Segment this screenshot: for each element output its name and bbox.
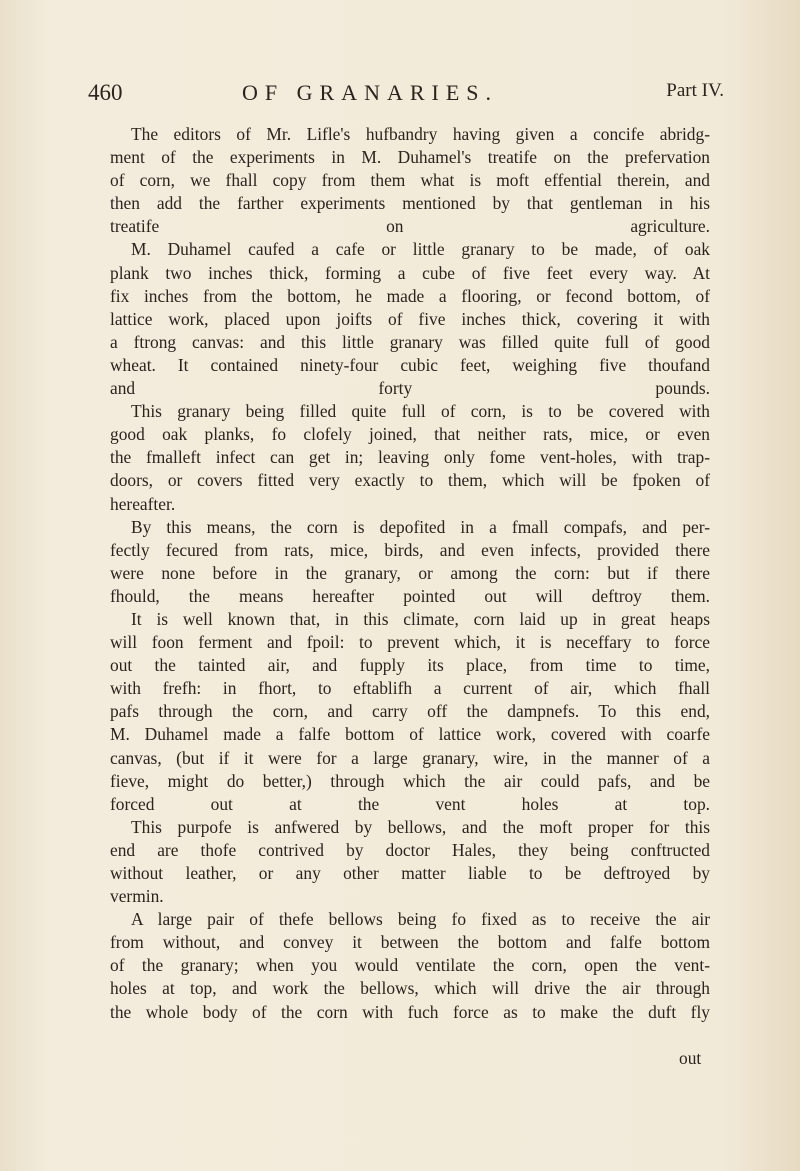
text-line: A large pair of thefe bellows being fo fixed as to receive the air (131, 909, 710, 930)
text-line: were none before in the granary, or among the corn: but if there (110, 562, 710, 583)
text-line: the whole body of the corn with fuch force as to make the duft fly (110, 1001, 710, 1022)
text-line: fhould, the means hereafter pointed out will deftroy them. (110, 585, 710, 606)
text-line: without leather, or any other matter liable to be deftroyed by (110, 863, 710, 883)
text-line: forced out at the vent holes at top. (110, 793, 710, 814)
paragraph (110, 816, 710, 908)
text-line: the fmalleft infect can get in; leaving only fome vent-holes, with trap- (110, 447, 710, 468)
text-line: will foon ferment and fpoil: to prevent which, it is neceffary to force (110, 632, 710, 653)
text-line: M. Duhamel made a falfe bottom of lattice work, covered with coarfe (110, 724, 710, 745)
text-line: treatife on agriculture. (110, 216, 710, 237)
paragraph (110, 400, 710, 515)
text-line: The editors of Mr. Lifle's hufbandry having given a concife abridg- (131, 124, 710, 144)
text-line: By this means, the corn is depofited in a fmall compafs, and per- (131, 516, 710, 537)
part-label: Part IV. (666, 80, 724, 101)
text-line: fix inches from the bottom, he made a flooring, or fecond bottom, of (110, 285, 710, 306)
text-line: It is well known that, in this climate, corn laid up in great heaps (131, 608, 710, 629)
paragraph (110, 908, 710, 1023)
text-line: vermin. (110, 886, 164, 907)
paragraph (110, 516, 710, 608)
text-line: canvas, (but if it were for a large granary, wire, in the manner of a (110, 747, 710, 768)
paragraph (110, 608, 710, 816)
text-line: good oak planks, fo clofely joined, that neither rats, mice, or even (110, 424, 710, 445)
catchword: out (679, 1048, 702, 1068)
text-line: wheat. It contained ninety-four cubic feet, weighing five thoufand (110, 354, 710, 375)
text-line: end are thofe contrived by doctor Hales, they being conftructed (110, 839, 710, 860)
text-line: then add the farther experiments mentioned by that gentleman in his (110, 193, 710, 214)
text-line: This purpofe is anfwered by bellows, and the moft proper for this (131, 816, 710, 837)
text-line: ment of the experiments in M. Duhamel's treatife on the prefervation (110, 147, 710, 168)
text-line: doors, or covers fitted very exactly to them, which will be fpoken of (110, 470, 710, 491)
text-line: M. Duhamel caufed a cafe or little granary to be made, of oak (131, 239, 710, 260)
body-text (110, 123, 710, 1024)
text-line: with frefh: in fhort, to eftablifh a current of air, which fhall (110, 678, 710, 699)
running-title: OF GRANARIES. (242, 80, 499, 105)
text-line: pafs through the corn, and carry off the dampnefs. To this end, (110, 701, 710, 722)
text-line: fieve, might do better,) through which the air could pafs, and be (110, 770, 710, 791)
paragraph (110, 238, 710, 400)
page-number: 460 (88, 80, 123, 105)
text-line: hereafter. (110, 493, 176, 514)
text-line: and forty pounds. (110, 378, 710, 399)
text-line: from without, and convey it between the bottom and falfe bottom (110, 932, 710, 953)
text-line: a ftrong canvas: and this little granary was filled quite full of good (110, 331, 710, 352)
text-line: lattice work, placed upon joifts of five inches thick, covering it with (110, 308, 710, 329)
text-line: This granary being filled quite full of corn, is to be covered with (131, 401, 710, 422)
text-line: of corn, we fhall copy from them what is moft effential therein, and (110, 170, 710, 191)
text-line: out the tainted air, and fupply its place, from time to time, (110, 655, 710, 676)
text-line: fectly fecured from rats, mice, birds, and even infects, provided there (110, 539, 710, 560)
paragraph (110, 123, 710, 238)
text-line: holes at top, and work the bellows, which will drive the air through (110, 978, 710, 999)
running-header (88, 80, 724, 110)
text-line: plank two inches thick, forming a cube of five feet every way. At (110, 262, 710, 283)
text-line: of the granary; when you would ventilate the corn, open the vent- (110, 955, 710, 976)
